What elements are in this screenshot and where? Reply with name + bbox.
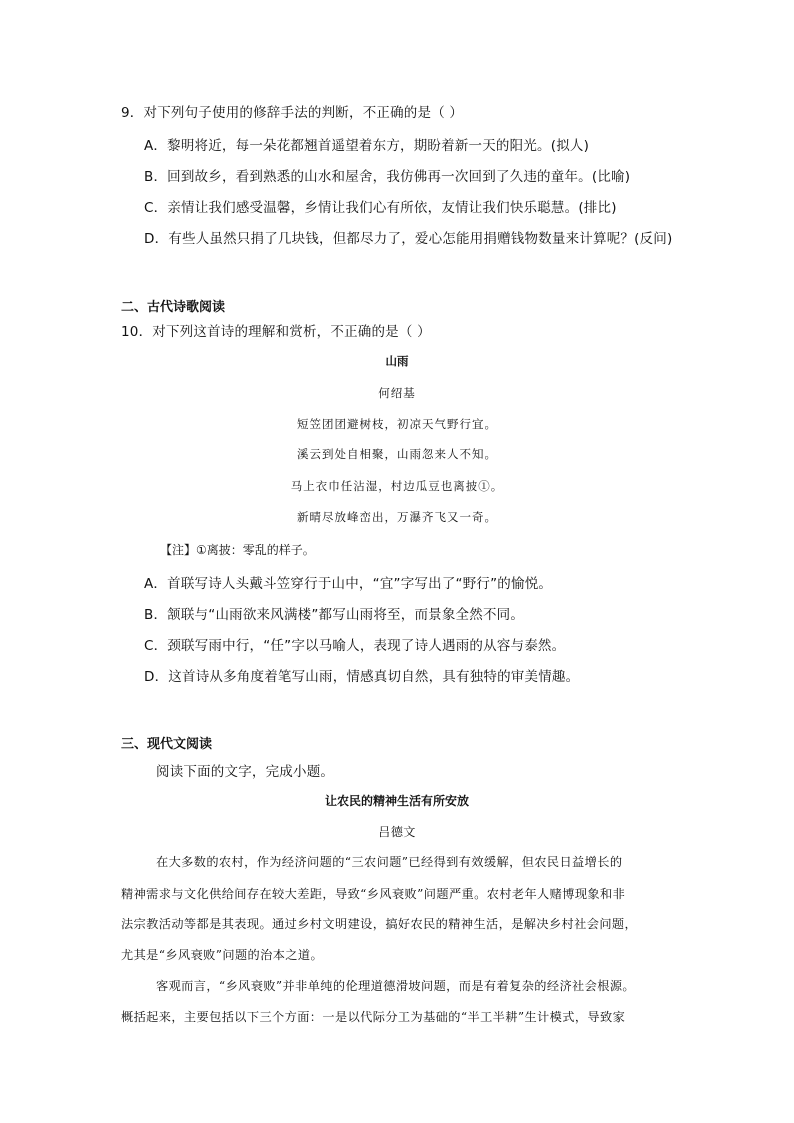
reading-instruction: 阅读下面的文字，完成小题。 bbox=[156, 764, 335, 780]
poem-line-2: 溪云到处自相聚，山雨忽来人不知。 bbox=[297, 447, 497, 461]
article-line: 客观而言，“乡风衰败”并非单纯的伦理道德滑坡问题，而是有着复杂的经济社会根源。 bbox=[156, 979, 635, 993]
q10-option-c: C．颈联写雨中行，“任”字以马喻人，表现了诗人遇雨的从容与泰然。 bbox=[144, 638, 566, 654]
poem-line-4: 新晴尽放峰峦出，万瀑齐飞又一奇。 bbox=[297, 510, 497, 524]
q10-option-b: B．颔联与“山雨欲来风满楼”都写山雨将至，而景象全然不同。 bbox=[144, 607, 525, 623]
poem-title: 山雨 bbox=[385, 354, 409, 368]
q10-stem: 10．对下列这首诗的理解和赏析，不正确的是（ ） bbox=[121, 324, 431, 340]
article-line: 概括起来，主要包括以下三个方面：一是以代际分工为基础的“半工半耕”生计模式，导致家 bbox=[121, 1010, 626, 1024]
q9-option-d: D．有些人虽然只捐了几块钱，但都尽力了，爱心怎能用捐赠钱物数量来计算呢？(反问) bbox=[144, 231, 673, 247]
poem-note: 【注】①离披：零乱的样子。 bbox=[160, 543, 315, 557]
section-heading-modern: 三、现代文阅读 bbox=[121, 737, 213, 752]
article-title: 让农民的精神生活有所安放 bbox=[324, 794, 469, 808]
poem-line-3: 马上衣巾任沾湿，村边瓜豆也离披①。 bbox=[290, 479, 504, 493]
q10-option-a: A．首联写诗人头戴斗笠穿行于山中，“宜”字写出了“野行”的愉悦。 bbox=[144, 576, 553, 592]
section-heading-poetry: 二、古代诗歌阅读 bbox=[121, 300, 226, 315]
article-line: 在大多数的农村，作为经济问题的“三农问题”已经得到有效缓解，但农民日益增长的 bbox=[156, 855, 623, 869]
q9-option-c: C．亲情让我们感受温馨，乡情让我们心有所依，友情让我们快乐聪慧。(排比) bbox=[144, 200, 617, 216]
q9-option-a: A．黎明将近，每一朵花都翘首遥望着东方，期盼着新一天的阳光。(拟人) bbox=[144, 138, 590, 154]
q9-option-b: B．回到故乡，看到熟悉的山水和屋舍，我仿佛再一次回到了久违的童年。(比喻) bbox=[144, 169, 631, 185]
q10-option-d: D．这首诗从多角度着笔写山雨，情感真切自然，具有独特的审美情趣。 bbox=[144, 669, 580, 685]
article-line: 尤其是“乡风衰败”问题的治本之道。 bbox=[121, 948, 324, 962]
article-line: 法宗教活动等都是其表现。通过乡村文明建设，搞好农民的精神生活，是解决乡村社会问题， bbox=[121, 917, 638, 931]
q9-stem: 9．对下列句子使用的修辞手法的判断，不正确的是（ ） bbox=[121, 105, 464, 121]
article-author: 吕德文 bbox=[378, 825, 416, 839]
article-line: 精神需求与文化供给间存在较大差距，导致“乡风衰败”问题严重。农村老年人赌博现象和非 bbox=[121, 887, 626, 901]
poem-line-1: 短笠团团避树枝，初凉天气野行宜。 bbox=[297, 417, 497, 431]
poem-author: 何绍基 bbox=[378, 386, 416, 400]
